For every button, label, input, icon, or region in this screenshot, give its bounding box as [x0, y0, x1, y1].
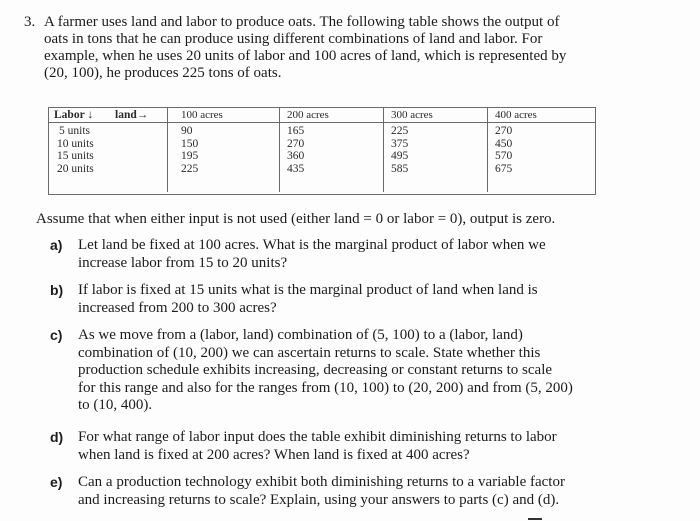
question-letter: e): [50, 474, 63, 490]
table-cell: 150: [181, 137, 199, 150]
table-cell: 225: [181, 162, 199, 175]
question-text: [78, 429, 557, 464]
question-line: combination of (10, 200) we can ascertain returns to scale. State whether this: [78, 344, 541, 361]
question-line: Can a production technology exhibit both diminishing returns to a variable factor: [78, 474, 565, 490]
table-cell: 375: [391, 137, 409, 150]
question-line: production schedule exhibits increasing, decreasing or constant returns to scale: [78, 362, 553, 378]
question-line: If labor is fixed at 15 units what is the marginal product of land when land is: [78, 282, 538, 298]
row-label: 10 units: [57, 137, 94, 150]
row-label: 15 units: [57, 150, 94, 162]
table-cell: 90: [181, 125, 193, 137]
table-cell: 195: [181, 150, 199, 162]
question-line: For what range of labor input does the table exhibit diminishing returns to labor: [78, 429, 557, 445]
column-header: 100 acres: [181, 109, 223, 121]
table-cell: 270: [495, 125, 513, 137]
question-letter: c): [50, 327, 63, 343]
table-cell: 570: [495, 150, 513, 162]
table-cell: 270: [287, 137, 305, 150]
table-cell: 360: [287, 150, 305, 162]
question-letter: d): [50, 429, 64, 445]
problem-intro: [24, 14, 634, 82]
question-line: increase labor from 15 to 20 units?: [78, 254, 288, 271]
intro-line: (20, 100), he produces 225 tons of oats.: [44, 65, 282, 81]
column-header: 400 acres: [495, 109, 537, 121]
question-b: [50, 282, 538, 317]
labor-row-labels: [57, 125, 94, 175]
column-divider: [487, 108, 488, 192]
assumption-text: Assume that when either input is not used (either land = 0 or labor = 0), output is zero.: [36, 211, 556, 227]
table-column: [181, 125, 198, 175]
table-column: [287, 125, 304, 175]
question-line: when land is fixed at 200 acres? When land is fixed at 400 acres?: [78, 446, 470, 463]
column-divider: [383, 108, 384, 192]
question-text: [78, 327, 573, 415]
table-cell: 435: [287, 162, 305, 175]
question-letter: b): [50, 282, 64, 298]
question-text: [78, 474, 565, 509]
question-a: [50, 237, 546, 272]
table-cell: 225: [391, 125, 409, 137]
question-d: [50, 429, 557, 464]
column-divider: [279, 108, 280, 192]
labor-axis-label: Labor ↓: [54, 109, 94, 121]
table-cell: 675: [495, 162, 513, 175]
question-line: Let land be fixed at 100 acres. What is the marginal product of labor when we: [78, 237, 546, 253]
problem-number: 3.: [24, 14, 36, 30]
question-line: to (10, 400).: [78, 397, 153, 413]
column-header: 200 acres: [287, 109, 329, 121]
land-axis-label: land→: [115, 109, 149, 121]
table-column: [495, 125, 512, 175]
table-cell: 165: [287, 125, 305, 137]
question-e: [50, 474, 565, 509]
intro-text: [44, 14, 634, 82]
production-table: [48, 107, 596, 195]
intro-line: example, when he uses 20 units of labor and 100 acres of land, which is represented by: [44, 48, 567, 64]
question-c: [50, 327, 573, 415]
table-cell: 585: [391, 162, 409, 175]
header-divider: [49, 122, 595, 123]
intro-line: A farmer uses land and labor to produce oats. The following table shows the output of: [44, 14, 560, 30]
table-cell: 495: [391, 150, 409, 162]
question-letter: a): [50, 237, 63, 253]
table-column: [391, 125, 408, 175]
row-label: 20 units: [57, 162, 94, 175]
page-edge-mark: [528, 518, 542, 520]
intro-line: oats in tons that he can produce using different combinations of land and labor. For: [44, 31, 543, 47]
table-cell: 450: [495, 137, 513, 150]
question-line: for this range and also for the ranges from (10, 100) to (20, 200) and from (5, 200): [78, 379, 573, 396]
column-header: 300 acres: [391, 109, 433, 121]
row-label: 5 units: [59, 125, 90, 137]
question-line: increased from 200 to 300 acres?: [78, 299, 277, 316]
question-line: and increasing returns to scale? Explain, using your answers to parts (c) and (d).: [78, 491, 560, 508]
question-text: [78, 237, 546, 272]
question-line: As we move from a (labor, land) combination of (5, 100) to a (labor, land): [78, 327, 523, 343]
question-text: [78, 282, 538, 317]
